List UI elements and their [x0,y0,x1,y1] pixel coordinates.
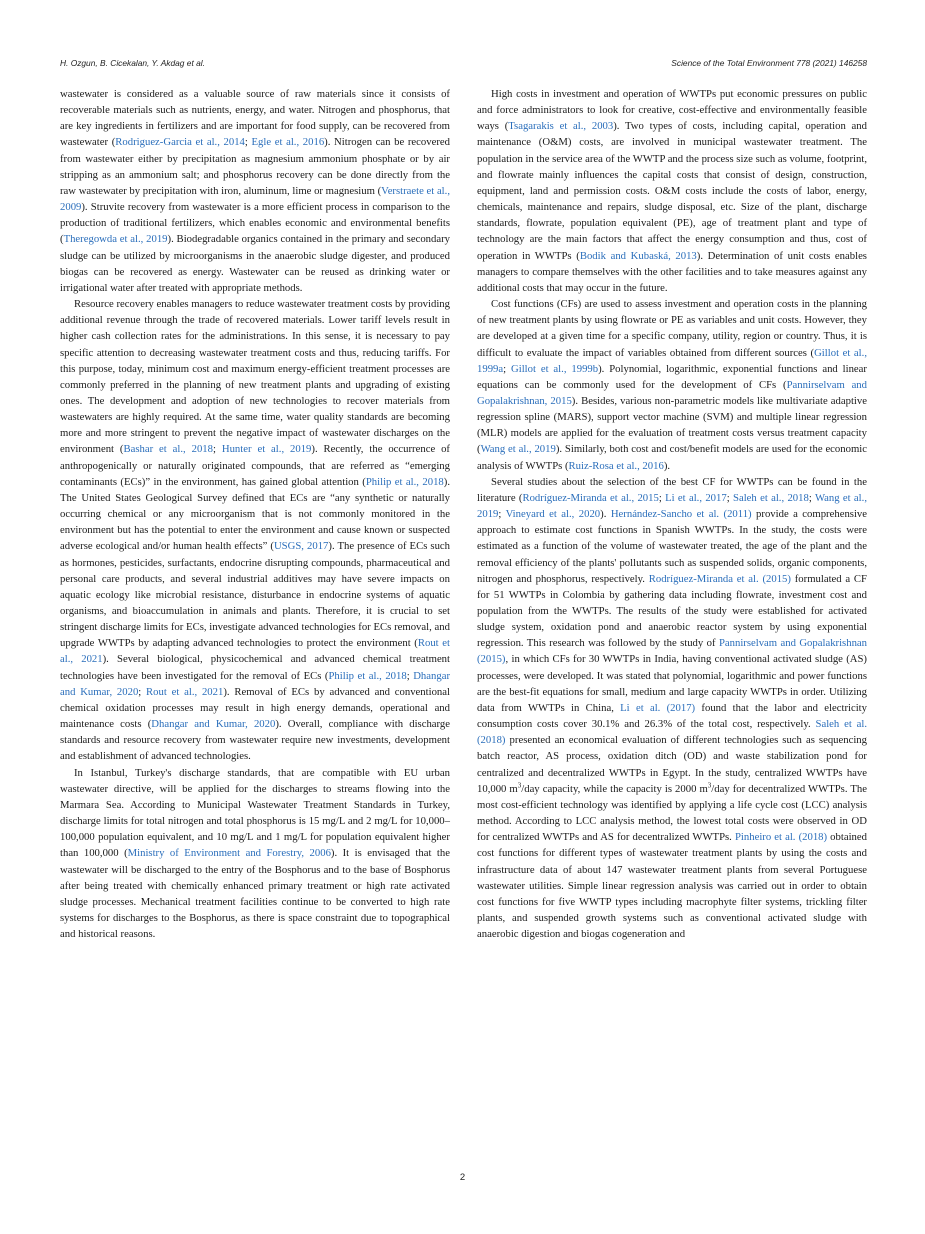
running-header [60,58,867,72]
text-run: ). Determination of unit costs enables managers to compare themselves with the other facilities and to take measures against any additional costs that may occur in the future. [477,249,867,294]
text-run: ; [213,443,222,456]
text-run: ). [600,508,611,521]
citation-link[interactable]: USGS, 2017 [273,540,329,553]
text-run: ). [663,459,671,472]
superscript: 3 [707,781,712,790]
text-run: found that the labor and electricity consumption costs cover 30.1% and 26.3% of the total cost, respectively. [477,701,867,731]
citation-link[interactable]: Pannirselvam and Gopalakrishnan, 2015 [477,378,867,407]
citation-link[interactable]: Saleh et al., 2018 [733,491,809,504]
citation-link[interactable]: Ministry of Environment and Forestry, 2006 [127,847,331,860]
text-run: ). The United States Geological Survey defined that ECs are “any synthetic or naturally occurring chemical or any microorganism that is not commonly monitored in the environment but has the potential to enter the environment and cause known or suspected adverse ecological and/or human health effects” ( [60,475,451,553]
citation-link[interactable]: Hernández-Sancho et al. (2011) [610,508,752,521]
text-run: , in which CFs for 30 WWTPs in India, having conventional activated sludge (AS) processes, were developed. It was stated that polynomial, logarithmic and power functions are the best-fit equations for small, medium and large capacity WWTPs in order. Utilizing data from WWTPs in China, [477,653,867,714]
paragraph [477,296,867,474]
citation-link[interactable]: Egle et al., 2016 [251,136,325,149]
citation-link[interactable]: Philip et al., 2018 [328,669,407,682]
citation-link[interactable]: Philip et al., 2018 [365,475,444,488]
text-run: ; [406,669,414,682]
citation-link[interactable]: Wang et al., 2019 [480,443,556,456]
text-run: Resource recovery enables managers to reduce wastewater treatment costs by providing additional revenue through the trade of recovered materials. Lower tariff levels result in higher cash collection rates for the administrations. In this sense, it is necessary to pay specific attention to decreasing wastewater treatment costs and thus, reducing tariffs. For this purpose, today, minimum cost and maximum energy-efficient treatment processes are commonly preferred in the planning of new treatment plants and upgrading of existing ones. The development and adoption of new technologies to recover materials from wastewaters are highly required. At the same time, water quality standards are becoming more and more stringent to prevent the negative impact of wastewater discharges on the environment ( [60,298,450,456]
page-number: 2 [459,1172,466,1183]
citation-link[interactable]: Rout et al., 2021 [60,637,450,666]
text-run: provide a comprehensive approach to estimate cost functions in Spanish WWTPs. In the study, the costs were estimated as a function of the volume of wastewater treated, the age of the plant and the removal efficiency of the plants' pollutants such as suspended solids, organic components, nitrogen and phosphorus, respectively. [477,508,868,585]
text-run: ). The presence of ECs such as hormones, pesticides, surfactants, endocrine disrupting compounds, pharmaceutical and personal care products, and several industrial additives may have severe impacts on aquatic ecology like microbial resistance, disturbance in endocrine systems of aquatic organisms, and bioaccumulation in animals and plants. Therefore, it is crucial to set stringent discharge limits for ECs, investigate advanced technologies for ECs removal, and upgrade WWTPs by adapting advanced technologies to protect the environment ( [60,540,451,650]
text-run: ). Similarly, both cost and cost/benefit models are used for the economic analysis of WWTPs ( [477,443,867,472]
citation-link[interactable]: Bodik and Kubaská, 2013 [579,249,697,262]
citation-link[interactable]: Pinheiro et al. (2018) [734,831,828,844]
citation-link[interactable]: Pannirselvam and Gopalakrishnan (2015) [477,637,867,666]
text-run: ; [658,491,666,504]
text-run: ). Two types of costs, including capital, operation and maintenance (O&M) costs, are involved in municipal wastewater treatment. The population in the service area of the WWTP and the process size such as volume, footprint, and flowrate mainly influences the capital costs that consist of design, construction, equipment, land and permission costs. O&M costs include the costs of labor, energy, chemicals, maintenance and repairs, sludge disposal, etc. Size of the plant, discharge standards, flowrate, population equivalent (PE), age of treatment plant and type of technology are the main factors that affect the energy consumption and thus, cost of operation in WWTPs ( [477,120,867,262]
text-run: In Istanbul, Turkey's discharge standards, that are compatible with EU urban wastewater directive, will be applied for the discharges to streams flowing into the Marmara Sea. According to Municipal Wastewater Treatment Standards in Turkey, discharge limits for total nitrogen and total phosphorus is 15 mg/L and 2 mg/L for 10,000–100,000 population equivalent, and 10 mg/L and 1 mg/L for population equivalent higher than 100,000 ( [60,766,450,860]
text-run: formulated a CF for 51 WWTPs in Colombia by gathering data including flowrate, investment cost and population from the WWTPs. The results of the study were established for activated sludge system, oxidation pond and anaerobic reactor system by using exponential regression. This research was followed by the study of [477,572,867,650]
citation-link[interactable]: Li et al., 2017 [665,491,727,504]
citation-link[interactable]: Tsagarakis et al., 2003 [508,120,614,133]
text-run: Several studies about the selection of the best CF for WWTPs can be found in the literature ( [477,475,867,504]
text-run: ). Overall, compliance with discharge standards and resource recovery from wastewater require new investments, development and establishment of advanced technologies. [60,718,451,763]
text-run: ; [726,491,734,504]
citation-link[interactable]: Li et al. (2017) [620,701,696,714]
header-authors: H. Ozgun, B. Cicekalan, Y. Akdag et al. [60,58,205,68]
text-run: ). Removal of ECs by advanced and conventional chemical oxidation processes may result in high energy demands, operational and maintenance costs ( [60,685,450,731]
citation-link[interactable]: Rodríguez-Miranda et al. (2015) [648,572,791,585]
text-run: /day for decentralized WWTPs. The most cost-efficient technology was identified by applying a life cycle cost (LCC) analysis method. According to LCC analysis method, the lowest total costs were observed in OD for centralized WWTPs and AS for decentralized WWTPs. [477,782,867,844]
paragraph [60,296,450,765]
text-run: ; [498,508,506,521]
text-run: ). Nitrogen can be recovered from wastewater either by precipitation as magnesium ammonium phosphate or by air stripping as an ammonium salt; and phosphorus recovery can be done directly from the raw wastewater by precipitation with iron, aluminum, lime or magnesium ( [60,136,450,197]
text-run: ; [808,491,815,504]
paragraph [60,765,450,943]
text-run: obtained cost functions for different types of wastewater treatment plants by using the costs and infrastructure data of about 147 wastewater treatment plants from several Portuguese wastewater utilities. Simple linear regression analysis was carried out in order to obtain cost functions for five WWTP types including macrophyte filter systems, trickling filter plants, and suspended growth systems such as conventional activated sludge with anaerobic digestion and biogas cogeneration and [477,831,867,941]
text-run: Cost functions (CFs) are used to assess investment and operation costs in the planning of new treatment plants by using flowrate or PE as variables and unit costs. However, they are developed at a given time for a specific company, utility, region or country. Thus, it is difficult to evaluate the impact of variables obtained from different sources ( [477,298,867,359]
superscript: 3 [517,781,522,790]
paragraph [60,86,450,296]
text-run: presented an economical evaluation of different technologies such as sequencing batch reactor, AS process, oxidation ditch (OD) and waste stabilization pond for centralized and decentralized WWTPs in Egypt. In the study, centralized WWTPs have 10,000 m [477,734,867,795]
citation-link[interactable]: Ruiz-Rosa et al., 2016 [568,459,664,472]
citation-link[interactable]: Rout et al., 2021 [146,685,224,698]
text-run: wastewater is considered as a valuable source of raw materials since it consists of recoverable materials such as nutrients, energy, and water. Nitrogen and phosphorus, that are key ingredients in fertilizers and are important for food supply, can be recovered from wastewater ( [60,88,450,149]
header-journal: Science of the Total Environment 778 (2021) 146258 [671,58,867,68]
text-run: ). Recently, the occurrence of anthropogenically or naturally originated compounds, that are referred as “emerging contaminants (ECs)” in the environment, has gained global attention ( [60,443,450,488]
text-run: ). Polynomial, logarithmic, exponential functions and linear equations can be commonly used for the development of CFs ( [477,362,867,391]
left-column [60,86,450,942]
citation-link[interactable]: Verstraete et al., 2009 [60,184,450,214]
citation-link[interactable]: Gillot et al., 1999b [511,362,599,375]
text-run: ; [503,362,511,375]
paragraph [477,86,867,296]
citation-link[interactable]: Dhangar and Kumar, 2020 [60,669,450,698]
text-run: High costs in investment and operation of WWTPs put economic pressures on public and force administrators to look for creative, cost-effective and environmentally feasible ways ( [477,88,867,133]
text-run: ). Besides, various non-parametric models like multivariate adaptive regression spline (MARS), support vector machine (SVM) and multiple linear regression (MLR) models are applied for the evaluation of treatment costs versus treatment capacity ( [477,394,867,456]
citation-link[interactable]: Saleh et al. (2018) [477,718,868,747]
citation-link[interactable]: Wang et al., 2019 [477,491,867,521]
citation-link[interactable]: Bashar et al., 2018 [123,443,213,456]
text-run: ). It is envisaged that the wastewater will be discharged to the entry of the Bosphorus and to the base of Bosphorus after being treated with chemically enhanced primary treatment or high rate activated sludge processes. Mechanical treatment facilities continue to be converted to high rate systems for discharges to the Bosphorus, as there is space constraint due to topographical and historical reasons. [60,847,450,941]
citation-link[interactable]: Gillot et al., 1999a [477,346,867,375]
paragraph [477,474,867,943]
text-run: ; [138,685,147,698]
text-run: /day capacity, while the capacity is 2000 m [521,782,708,795]
citation-link[interactable]: Rodriguez-Garcia et al., 2014 [115,136,245,149]
text-run: ). Several biological, physicochemical and advanced chemical treatment technologies have been investigated for the removal of ECs ( [60,653,450,682]
citation-link[interactable]: Theregowda et al., 2019 [63,233,168,246]
citation-link[interactable]: Rodríguez-Miranda et al., 2015 [522,491,659,504]
text-run: ). Struvite recovery from wastewater is a more efficient process in comparison to the production of traditional fertilizers, which enables economic and environmental benefits ( [60,201,450,246]
citation-link[interactable]: Hunter et al., 2019 [221,443,312,456]
citation-link[interactable]: Dhangar and Kumar, 2020 [151,718,276,731]
right-column [477,86,867,942]
text-run: ; [244,136,252,149]
citation-link[interactable]: Vineyard et al., 2020 [505,508,601,521]
text-run: ). Biodegradable organics contained in the primary and secondary sludge can be utilized by microorganisms in the anaerobic sludge digester, and produced biogas can be recovered as energy. Wastewater can be reused as drinking water or irrigational water after treated with appropriate methods. [60,233,450,294]
